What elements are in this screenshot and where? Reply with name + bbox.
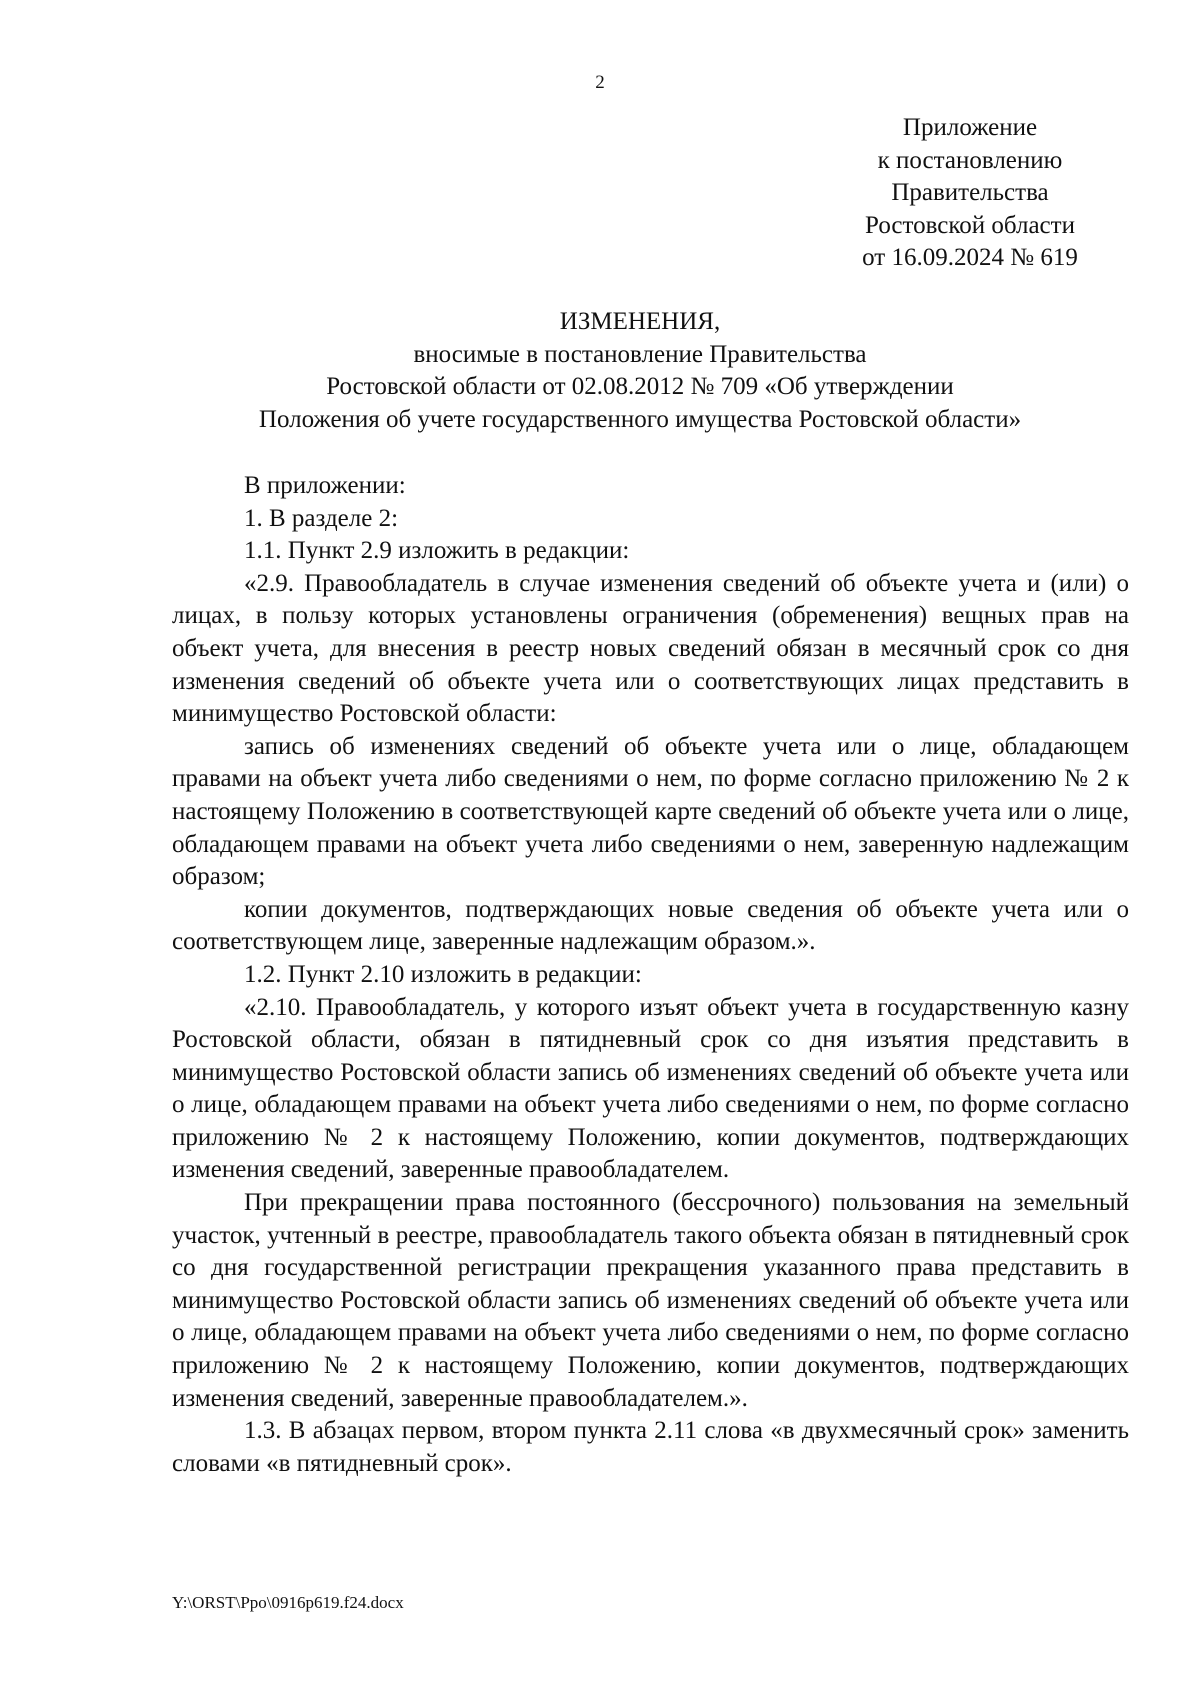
title-line: Ростовской области от 02.08.2012 № 709 «Об утверждении — [326, 373, 954, 400]
paragraph: 1.1. Пункт 2.9 изложить в редакции: — [244, 537, 630, 565]
paragraph: 1.3. В абзацах первом, втором пункта 2.11 слова «в двухмесячный срок» заменить словами «в пятидневный срок». — [172, 1417, 1129, 1477]
annex-line: от 16.09.2024 № 619 — [862, 244, 1078, 271]
title-line: Положения об учете государственного имущества Ростовской области» — [258, 405, 1022, 433]
annex-line: к постановлению — [877, 146, 1063, 174]
paragraph: «2.9. Правообладатель в случае изменения сведений об объекте учета и (или) о лицах, в пользу которых установлены ограничения (обременения) вещных прав на объект учета, для внесения в реестр новых сведений обязан в месячный срок со дня изменения сведений об объекте учета или о соответствующих лицах представить в минимущество Ростовской области: — [172, 569, 1129, 728]
document-body — [172, 470, 1129, 1480]
annex-line: Ростовской области — [865, 211, 1075, 239]
annex-line: Приложение — [902, 114, 1038, 141]
page-number: 2 — [595, 72, 605, 93]
title-line: вносимые в постановление Правительства — [413, 340, 867, 368]
footer-file-path: Y:\ORST\Ppo\0916p619.f24.docx — [172, 1593, 404, 1612]
paragraph: При прекращении права постоянного (бессрочного) пользования на земельный участок, учтенный в реестре, правообладатель такого объекта обязан в пятидневный срок со дня государственной регистрации прекращения указанного права представить в минимущество Ростовской области запись об изменениях сведений об объекте учета или о лице, обладающем правами на объект учета либо сведениями о нем, по форме согласно приложению № 2 к настоящему Положению, копии документов, подтверждающих изменения сведений, заверенные правообладателем.». — [172, 1189, 1129, 1412]
paragraph: В приложении: — [244, 472, 406, 499]
paragraph: запись об изменениях сведений об объекте учета или о лице, обладающем правами на объект учета либо сведениями о нем, по форме согласно приложению № 2 к настоящему Положению в соответствующей карте сведений об объекте учета или о лице, обладающем правами на объект учета либо сведениями о нем, заверенную надлежащим образом; — [172, 732, 1129, 891]
paragraph: 1. В разделе 2: — [244, 504, 399, 532]
document-title — [160, 306, 1120, 436]
paragraph: 1.2. Пункт 2.10 изложить в редакции: — [244, 960, 642, 988]
paragraph: копии документов, подтверждающих новые сведения об объекте учета или о соответствующем лице, заверенные надлежащим образом.». — [172, 895, 1129, 956]
title-heading: ИЗМЕНЕНИЯ, — [559, 308, 721, 335]
annex-line: Правительства — [891, 179, 1049, 206]
paragraph: «2.10. Правообладатель, у которого изъят объект учета в государственную казну Ростовской области, обязан в пятидневный срок со дня изъятия представить в минимущество Ростовской области запись об изменениях сведений об объекте учета или о лице, обладающем правами на объект учета либо сведениями о нем, по форме согласно приложению № 2 к настоящему Положению, копии документов, подтверждающих изменения сведений, заверенные правообладателем. — [172, 993, 1129, 1184]
annex-block — [820, 112, 1120, 275]
